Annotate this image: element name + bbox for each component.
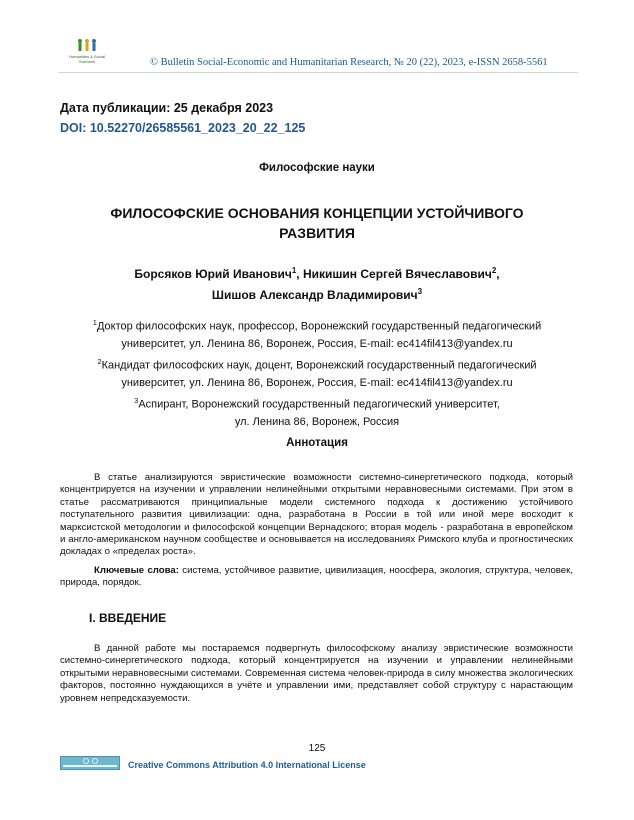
affiliation-3-sup: 3: [134, 396, 139, 406]
affiliation-2-line-1: Кандидат философских наук, доцент, Воронежский государственный педагогический: [101, 359, 537, 372]
keywords: [60, 565, 573, 590]
affiliation-3-line-1: Аспирант, Воронежский государственный педагогический университет,: [138, 398, 500, 411]
author-3-name: Шишов Александр Владимирович: [211, 288, 418, 302]
abstract-text: В статье анализируются эвристические возможности системно-синергетического подхода, который концентрируется на изучении и управлении нелинейными открытыми неравновесными системами. При этом в статье рассматриваются принципиальные модели системного подхода к достижению устойчивого поступательного развития цивилизации: одна, разработана в России в той или иной мере восходит к марксистской методологии и философской концепции Вернадского; вторая модель - разработана в европейском и англо-американском научном сообществе и основывается на исследованиях Римского клуба и прогностических докладах о «пределах роста».: [60, 472, 573, 558]
authors: [60, 262, 574, 304]
affiliation-2-line-2: университет, ул. Ленина 86, Воронеж, Россия, E-mail: ec414fil413@yandex.ru: [121, 376, 513, 389]
license-link[interactable]: Creative Commons Attribution 4.0 International License: [128, 760, 366, 770]
authors-line-1: Борсяков Юрий Иванович$^1$, Никишин Сергей Вячеславович$^2$,: [134, 266, 500, 281]
abstract-heading: Аннотация: [286, 437, 348, 449]
journal-logo: [62, 38, 112, 68]
affiliation-1: [60, 314, 574, 353]
publication-date: Дата публикации: 25 декабря 2023: [60, 101, 274, 115]
journal-header: © Bulletin Social-Economic and Humanitarian Research, № 20 (22), 2023, e-ISSN 2658-5561: [150, 57, 548, 68]
affiliations: [60, 314, 574, 431]
affiliation-3: [60, 392, 574, 431]
article-title: [80, 203, 554, 243]
header-divider: [58, 72, 578, 73]
affiliation-1-line-1: Доктор философских наук, профессор, Воронежский государственный педагогический: [96, 320, 542, 333]
author-1-name: Борсяков Юрий Иванович: [134, 267, 292, 281]
doi-link[interactable]: DOI: 10.52270/26585561_2023_20_22_125: [60, 121, 306, 135]
author-2-name: Никишин Сергей Вячеславович: [302, 267, 492, 281]
intro-text: В данной работе мы постараемся подвергнуть философскому анализу эвристические возможности системно-синергетического подхода, который концентрируется на изучении и управлении нелинейными открытыми неравновесными системами. Современная система человек-природа в силу множества экологических факторов, постоянно нуждающихся в учёте и управлении ими, представляет собой структуру с нарастающим уровнем непредсказуемости.: [60, 643, 573, 704]
cc-symbol-icon: [81, 758, 101, 764]
affiliation-2: [60, 353, 574, 392]
logo-text: Humanities & Social Sciences: [69, 54, 105, 64]
cc-by-badge-icon[interactable]: [60, 756, 120, 770]
keywords-label: Ключевые слова:: [94, 565, 179, 576]
affiliation-1-line-2: университет, ул. Ленина 86, Воронеж, Россия, E-mail: ec414fil413@yandex.ru: [121, 337, 513, 350]
title-line-2: РАЗВИТИЯ: [279, 225, 355, 241]
affiliation-2-sup: 2: [97, 357, 102, 367]
author-3-sup: 3: [417, 287, 423, 296]
intro-heading: I. ВВЕДЕНИЕ: [89, 611, 167, 625]
authors-line-2: [60, 283, 574, 304]
title-line-1: ФИЛОСОФСКИЕ ОСНОВАНИЯ КОНЦЕПЦИИ УСТОЙЧИВОГО: [110, 205, 524, 221]
section-label: Философские науки: [259, 162, 375, 174]
page-number: 125: [308, 743, 326, 754]
author-2-sup: 2: [491, 266, 497, 275]
logo-figures-icon: [74, 38, 100, 54]
author-1-sup: 1: [291, 266, 297, 275]
affiliation-3-line-2: ул. Ленина 86, Воронеж, Россия: [234, 415, 400, 428]
affiliation-1-sup: 1: [92, 318, 97, 327]
keywords-list: система, устойчивое развитие, цивилизация, ноосфера, экология, структура, человек, природа, порядок.: [60, 565, 573, 589]
author-separator: ,: [296, 267, 303, 281]
cc-badge-strip: [63, 765, 117, 767]
